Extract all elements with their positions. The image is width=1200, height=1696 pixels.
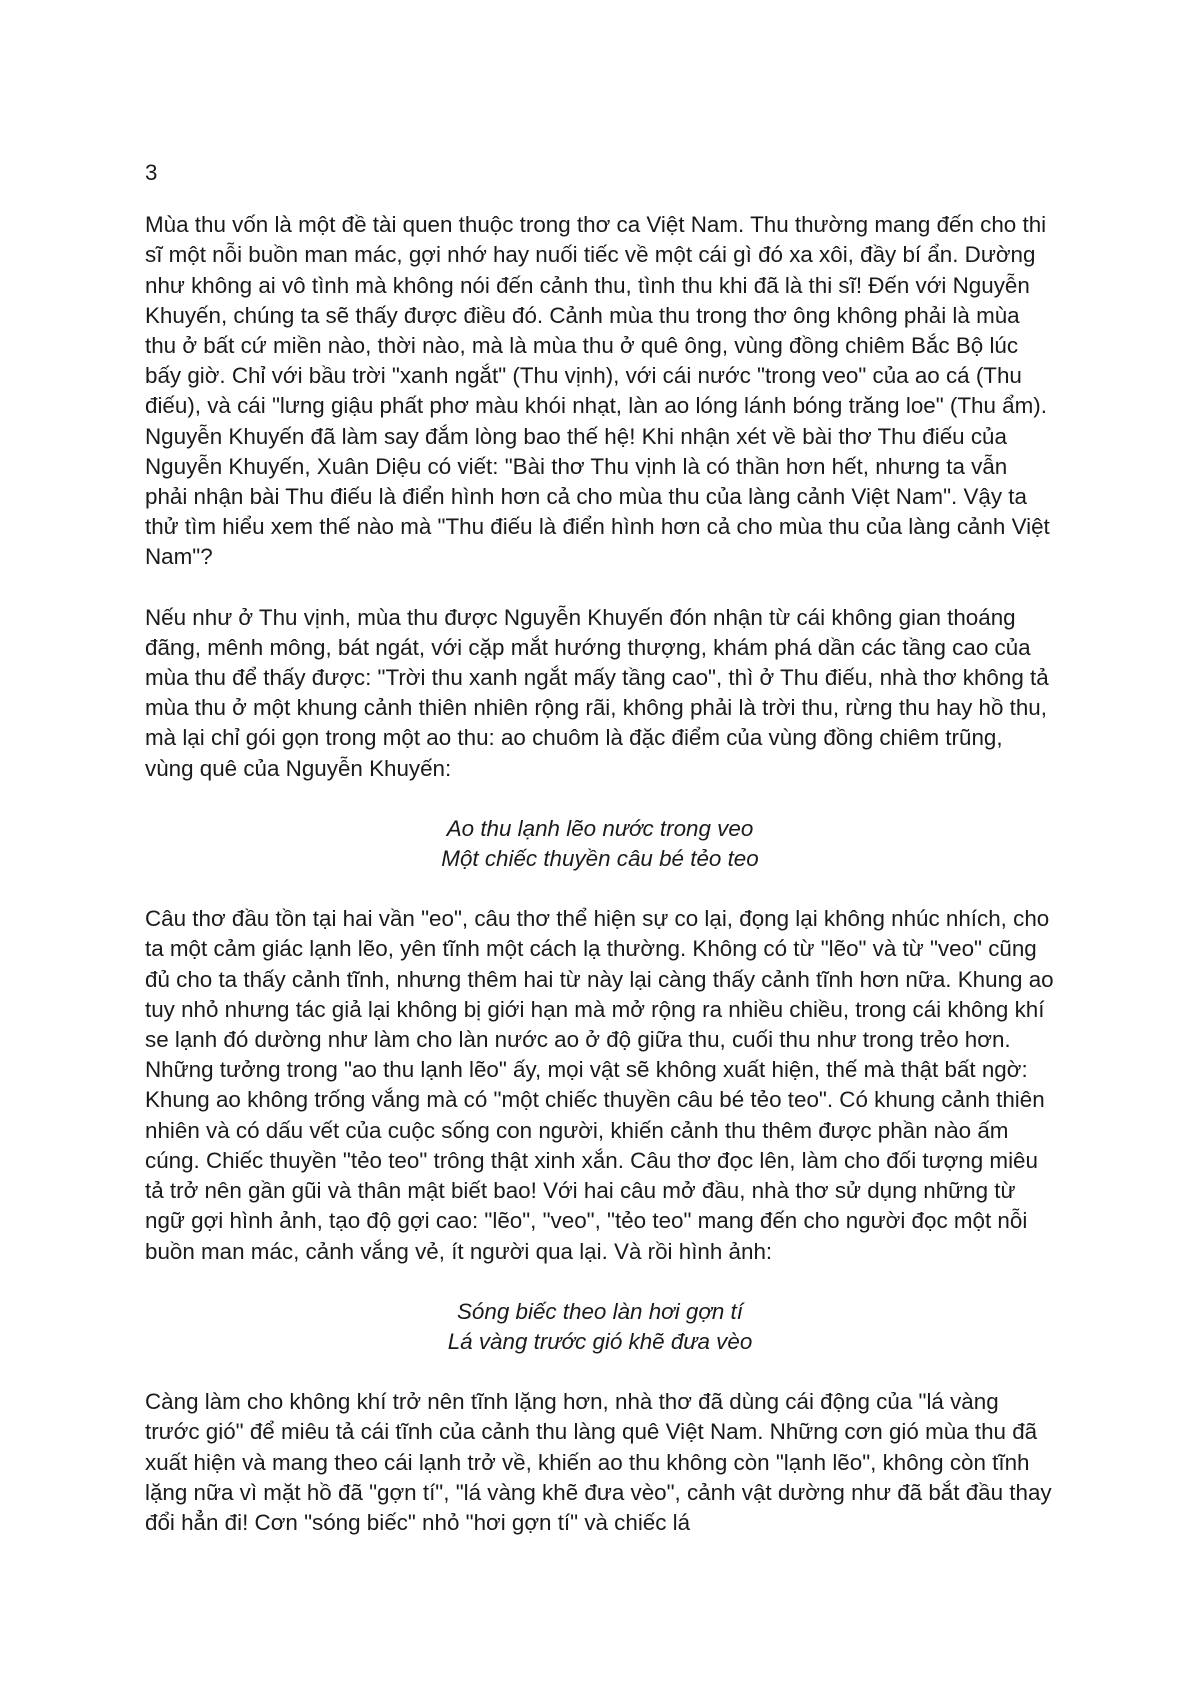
poem-excerpt-1: [145, 814, 1055, 874]
document-page: [145, 158, 1055, 1568]
paragraph-thu-vinh-comparison: Nếu như ở Thu vịnh, mùa thu được Nguyễn Khuyến đón nhận từ cái không gian thoáng đãng, mênh mông, bát ngát, với cặp mắt hướng thượng, khám phá dần các tầng cao của mùa thu để thấy được: "Trời thu xanh ngắt mấy tầng cao", thì ở Thu điếu, nhà thơ không tả mùa thu ở một khung cảnh thiên nhiên rộng rãi, không phải là trời thu, rừng thu hay hồ thu, mà lại chỉ gói gọn trong một ao thu: ao chuôm là đặc điểm của vùng đồng chiêm trũng, vùng quê của Nguyễn Khuyến:: [145, 604, 1049, 781]
poem-line: Lá vàng trước gió khẽ đưa vèo: [447, 1328, 753, 1354]
paragraph-analysis-1: Câu thơ đầu tồn tại hai vần "eo", câu thơ thể hiện sự co lại, đọng lại không nhúc nhích, cho ta một cảm giác lạnh lẽo, yên tĩnh một cách lạ thường. Không có từ "lẽo" và từ "veo" cũng đủ cho ta thấy cảnh tĩnh, nhưng thêm hai từ này lại càng thấy cảnh tĩnh hơn nữa. Khung ao tuy nhỏ nhưng tác giả lại không bị giới hạn mà mở rộng ra nhiều chiều, trong cái không khí se lạnh đó dường như làm cho làn nước ao ở độ giữa thu, cuối thu như trong trẻo hơn. Những tưởng trong "ao thu lạnh lẽo" ấy, mọi vật sẽ không xuất hiện, thế mà thật bất ngờ: Khung ao không trống vắng mà có "một chiếc thuyền câu bé tẻo teo". Có khung cảnh thiên nhiên và có dấu vết của cuộc sống con người, khiến cảnh thu thêm được phần nào ấm cúng. Chiếc thuyền "tẻo teo" trông thật xinh xắn. Câu thơ đọc lên, làm cho đối tượng miêu tả trở nên gần gũi và thân mật biết bao! Với hai câu mở đầu, nhà thơ sử dụng những từ ngữ gợi hình ảnh, tạo độ gợi cao: "lẽo", "veo", "tẻo teo" mang đến cho người đọc một nỗi buồn man mác, cảnh vắng vẻ, ít người qua lại. Và rồi hình ảnh:: [145, 906, 1054, 1264]
paragraph-analysis-2: Càng làm cho không khí trở nên tĩnh lặng hơn, nhà thơ đã dùng cái động của "lá vàng trước gió" để miêu tả cái tĩnh của cảnh thu làng quê Việt Nam. Những cơn gió mùa thu đã xuất hiện và mang theo cái lạnh trở về, khiến ao thu không còn "lạnh lẽo", không còn tĩnh lặng nữa vì mặt hồ đã "gợn tí", "lá vàng khẽ đưa vèo", cảnh vật dường như đã bắt đầu thay đổi hẳn đi! Cơn "sóng biếc" nhỏ "hơi gợn tí" và chiếc lá: [145, 1389, 1052, 1535]
poem-line: Một chiếc thuyền câu bé tẻo teo: [441, 846, 759, 872]
poem-line: Sóng biếc theo làn hơi gợn tí: [457, 1298, 743, 1324]
poem-excerpt-2: [145, 1297, 1055, 1357]
poem-line: Ao thu lạnh lẽo nước trong veo: [446, 815, 754, 841]
page-number: 3: [145, 160, 158, 185]
paragraph-intro: Mùa thu vốn là một đề tài quen thuộc trong thơ ca Việt Nam. Thu thường mang đến cho thi sĩ một nỗi buồn man mác, gợi nhớ hay nuối tiếc về một cái gì đó xa xôi, đầy bí ẩn. Dường như không ai vô tình mà không nói đến cảnh thu, tình thu khi đã là thi sĩ! Đến với Nguyễn Khuyến, chúng ta sẽ thấy được điều đó. Cảnh mùa thu trong thơ ông không phải là mùa thu ở bất cứ miền nào, thời nào, mà là mùa thu ở quê ông, vùng đồng chiêm Bắc Bộ lúc bấy giờ. Chỉ với bầu trời "xanh ngắt" (Thu vịnh), với cái nước "trong veo" của ao cá (Thu điếu), và cái "lưng giậu phất phơ màu khói nhạt, làn ao lóng lánh bóng trăng loe" (Thu ẩm). Nguyễn Khuyến đã làm say đắm lòng bao thế hệ! Khi nhận xét về bài thơ Thu điếu của Nguyễn Khuyến, Xuân Diệu có viết: "Bài thơ Thu vịnh là có thần hơn hết, nhưng ta vẫn phải nhận bài Thu điếu là điển hình hơn cả cho mùa thu của làng cảnh Việt Nam". Vậy ta thử tìm hiểu xem thế nào mà "Thu điếu là điển hình hơn cả cho mùa thu của làng cảnh Việt Nam"?: [145, 212, 1050, 570]
